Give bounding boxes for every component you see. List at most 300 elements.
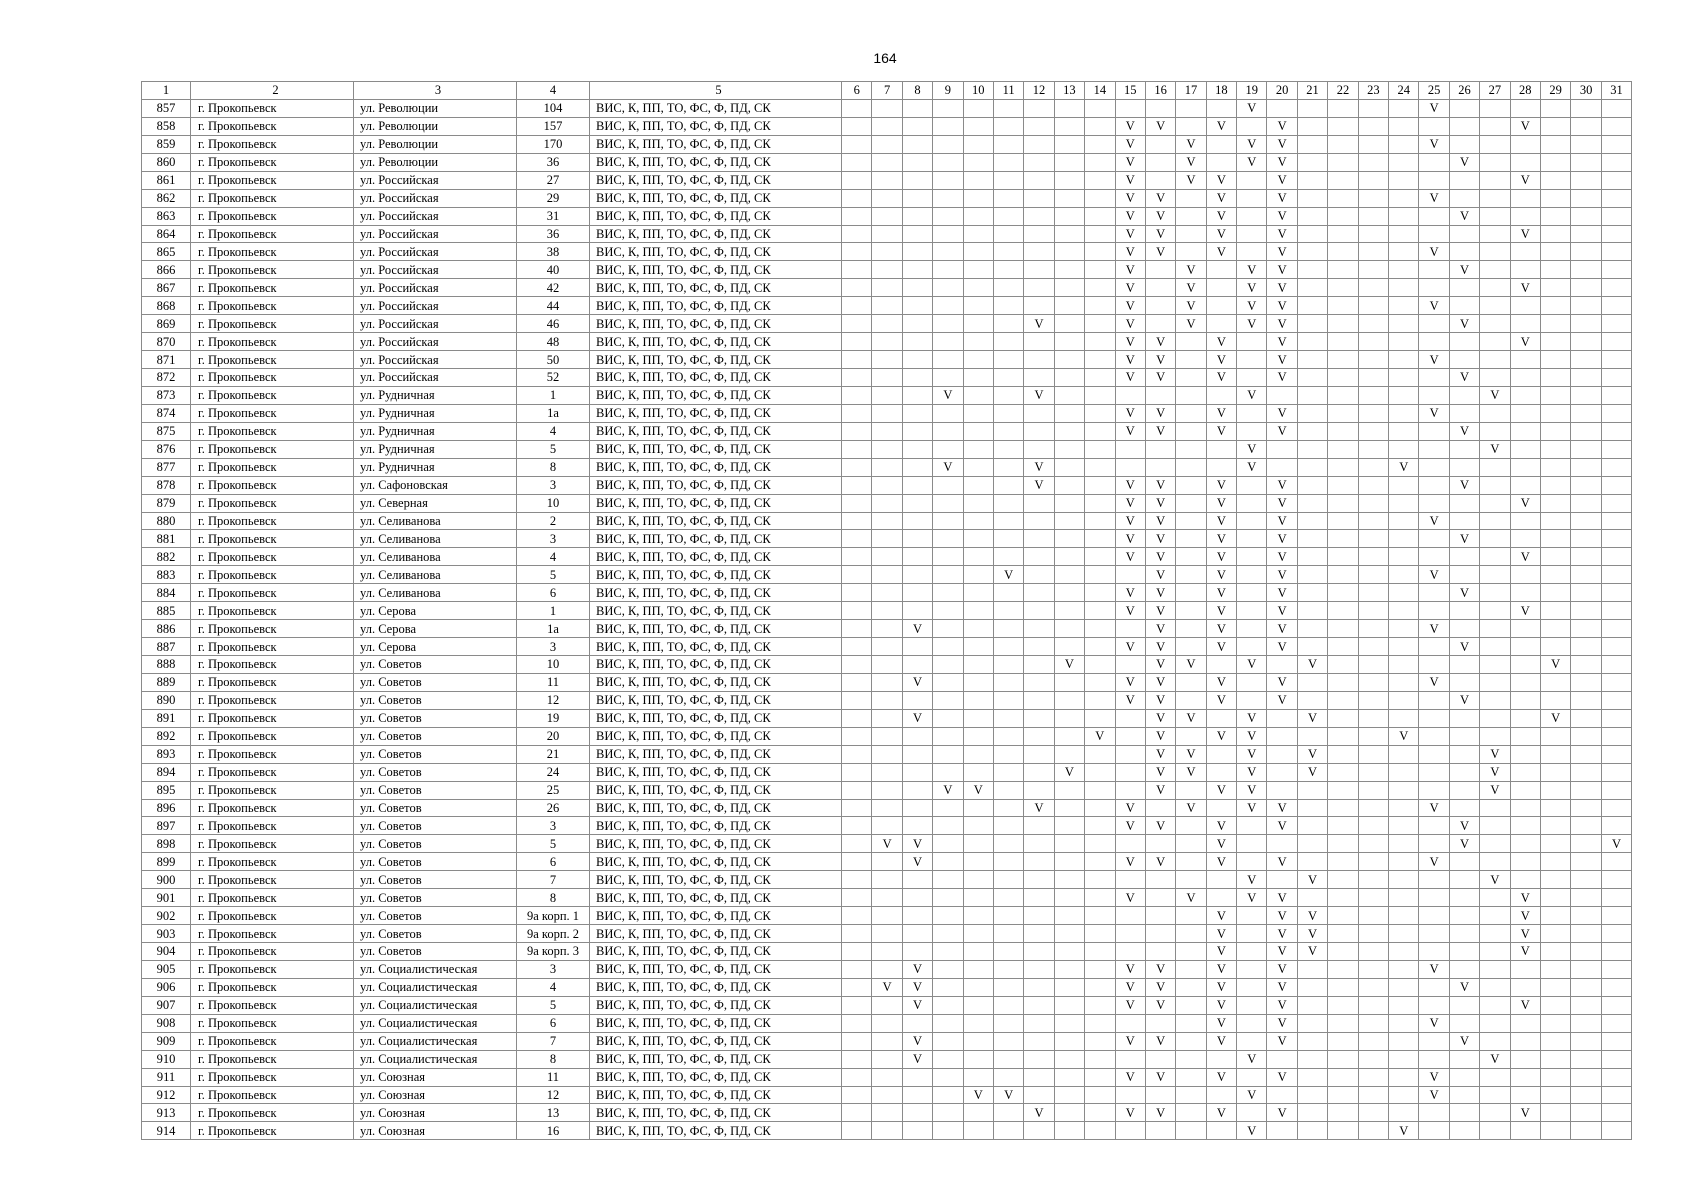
check-mark: V <box>1145 1032 1175 1050</box>
month-cell <box>1328 261 1358 279</box>
house-cell: 24 <box>517 763 590 781</box>
month-cell <box>993 422 1023 440</box>
check-mark: V <box>1449 422 1479 440</box>
month-cell <box>842 835 872 853</box>
month-cell <box>1480 548 1510 566</box>
check-mark: V <box>1267 279 1297 297</box>
check-mark: V <box>1267 530 1297 548</box>
check-mark: V <box>1449 261 1479 279</box>
table-row <box>142 530 1632 548</box>
month-cell <box>1480 943 1510 961</box>
month-cell <box>1085 1032 1115 1050</box>
month-cell <box>1024 709 1054 727</box>
month-cell <box>933 871 963 889</box>
table-row <box>142 189 1632 207</box>
month-cell <box>1419 261 1449 279</box>
table-row <box>142 99 1632 117</box>
table-row <box>142 781 1632 799</box>
month-cell <box>1054 333 1084 351</box>
month-cell <box>1480 333 1510 351</box>
city-cell: г. Прокопьевск <box>191 1122 354 1140</box>
check-mark: V <box>1419 673 1449 691</box>
month-cell <box>1480 799 1510 817</box>
row-number-cell: 909 <box>142 1032 191 1050</box>
month-cell <box>1237 530 1267 548</box>
month-cell <box>1601 548 1631 566</box>
month-cell <box>1571 494 1601 512</box>
house-cell: 3 <box>517 817 590 835</box>
month-cell <box>1297 1086 1327 1104</box>
street-cell: ул. Советов <box>354 781 517 799</box>
house-cell: 9а корп. 2 <box>517 925 590 943</box>
month-cell <box>1480 351 1510 369</box>
house-cell: 21 <box>517 745 590 763</box>
month-cell <box>1085 458 1115 476</box>
check-mark: V <box>1115 673 1145 691</box>
check-mark: V <box>1267 925 1297 943</box>
header-cell: 13 <box>1054 82 1084 100</box>
month-cell <box>1297 171 1327 189</box>
month-cell <box>1358 781 1388 799</box>
check-mark: V <box>1297 925 1327 943</box>
month-cell <box>1328 297 1358 315</box>
row-number-cell: 899 <box>142 853 191 871</box>
row-number-cell: 865 <box>142 243 191 261</box>
month-cell <box>1267 1122 1297 1140</box>
month-cell <box>1510 422 1540 440</box>
month-cell <box>1176 960 1206 978</box>
month-cell <box>872 494 902 512</box>
month-cell <box>1449 99 1479 117</box>
month-cell <box>1328 673 1358 691</box>
month-cell <box>1085 996 1115 1014</box>
month-cell <box>1358 386 1388 404</box>
month-cell <box>933 135 963 153</box>
street-cell: ул. Рудничная <box>354 386 517 404</box>
month-cell <box>1601 584 1631 602</box>
month-cell <box>1024 225 1054 243</box>
month-cell <box>1389 925 1419 943</box>
month-cell <box>1449 566 1479 584</box>
check-mark: V <box>1145 817 1175 835</box>
month-cell <box>1085 889 1115 907</box>
city-cell: г. Прокопьевск <box>191 548 354 566</box>
check-mark: V <box>1510 548 1540 566</box>
check-mark: V <box>1115 351 1145 369</box>
month-cell <box>1419 709 1449 727</box>
table-row <box>142 369 1632 387</box>
month-cell <box>1571 279 1601 297</box>
month-cell <box>1297 817 1327 835</box>
month-cell <box>993 440 1023 458</box>
month-cell <box>1601 656 1631 674</box>
row-number-cell: 912 <box>142 1086 191 1104</box>
house-cell: 104 <box>517 99 590 117</box>
month-cell <box>1328 1068 1358 1086</box>
month-cell <box>1115 943 1145 961</box>
month-cell <box>1540 458 1570 476</box>
check-mark: V <box>1267 799 1297 817</box>
month-cell <box>1358 458 1388 476</box>
check-mark: V <box>1024 386 1054 404</box>
house-cell: 29 <box>517 189 590 207</box>
month-cell <box>1480 404 1510 422</box>
month-cell <box>1419 763 1449 781</box>
check-mark: V <box>1145 422 1175 440</box>
month-cell <box>902 333 932 351</box>
month-cell <box>1176 691 1206 709</box>
month-cell <box>1601 978 1631 996</box>
month-cell <box>1449 907 1479 925</box>
check-mark: V <box>1176 279 1206 297</box>
check-mark: V <box>1267 1068 1297 1086</box>
street-cell: ул. Советов <box>354 691 517 709</box>
month-cell <box>1024 602 1054 620</box>
month-cell <box>842 530 872 548</box>
check-mark: V <box>1206 566 1236 584</box>
month-cell <box>933 656 963 674</box>
month-cell <box>1389 1068 1419 1086</box>
month-cell <box>1540 404 1570 422</box>
check-mark: V <box>1540 656 1570 674</box>
month-cell <box>933 925 963 943</box>
month-cell <box>1176 943 1206 961</box>
works-cell: ВИС, К, ПП, ТО, ФС, Ф, ПД, СК <box>590 745 842 763</box>
check-mark: V <box>1206 1104 1236 1122</box>
house-cell: 8 <box>517 889 590 907</box>
check-mark: V <box>1206 835 1236 853</box>
street-cell: ул. Российская <box>354 333 517 351</box>
check-mark: V <box>1267 494 1297 512</box>
month-cell <box>1449 943 1479 961</box>
street-cell: ул. Селиванова <box>354 566 517 584</box>
city-cell: г. Прокопьевск <box>191 1086 354 1104</box>
month-cell <box>963 548 993 566</box>
month-cell <box>1054 727 1084 745</box>
check-mark: V <box>1297 709 1327 727</box>
check-mark: V <box>1206 404 1236 422</box>
check-mark: V <box>1145 620 1175 638</box>
month-cell <box>1176 225 1206 243</box>
table-row <box>142 1014 1632 1032</box>
month-cell <box>1054 709 1084 727</box>
month-cell <box>1054 512 1084 530</box>
check-mark: V <box>1267 315 1297 333</box>
check-mark: V <box>1145 243 1175 261</box>
month-cell <box>1358 763 1388 781</box>
city-cell: г. Прокопьевск <box>191 243 354 261</box>
month-cell <box>1328 458 1358 476</box>
check-mark: V <box>1419 297 1449 315</box>
city-cell: г. Прокопьевск <box>191 207 354 225</box>
month-cell <box>1358 620 1388 638</box>
month-cell <box>1571 1122 1601 1140</box>
month-cell <box>1085 243 1115 261</box>
row-number-cell: 868 <box>142 297 191 315</box>
month-cell <box>1206 709 1236 727</box>
month-cell <box>1449 117 1479 135</box>
month-cell <box>1540 960 1570 978</box>
month-cell <box>1297 673 1327 691</box>
works-cell: ВИС, К, ПП, ТО, ФС, Ф, ПД, СК <box>590 171 842 189</box>
month-cell <box>1419 907 1449 925</box>
month-cell <box>1176 99 1206 117</box>
month-cell <box>1510 153 1540 171</box>
month-cell <box>1237 1014 1267 1032</box>
city-cell: г. Прокопьевск <box>191 656 354 674</box>
check-mark: V <box>1419 1014 1449 1032</box>
month-cell <box>1389 135 1419 153</box>
month-cell <box>1449 745 1479 763</box>
house-cell: 4 <box>517 422 590 440</box>
street-cell: ул. Советов <box>354 835 517 853</box>
city-cell: г. Прокопьевск <box>191 1104 354 1122</box>
check-mark: V <box>1419 243 1449 261</box>
check-mark: V <box>1267 297 1297 315</box>
month-cell <box>933 996 963 1014</box>
month-cell <box>1054 404 1084 422</box>
month-cell <box>1085 261 1115 279</box>
check-mark: V <box>1449 369 1479 387</box>
month-cell <box>1115 458 1145 476</box>
month-cell <box>1540 1050 1570 1068</box>
city-cell: г. Прокопьевск <box>191 602 354 620</box>
check-mark: V <box>1267 512 1297 530</box>
month-cell <box>1540 440 1570 458</box>
row-number-cell: 866 <box>142 261 191 279</box>
header-cell: 10 <box>963 82 993 100</box>
month-cell <box>1024 207 1054 225</box>
month-cell <box>993 135 1023 153</box>
month-cell <box>842 602 872 620</box>
month-cell <box>842 1032 872 1050</box>
month-cell <box>1601 99 1631 117</box>
month-cell <box>933 476 963 494</box>
month-cell <box>1540 602 1570 620</box>
month-cell <box>1024 566 1054 584</box>
month-cell <box>1510 512 1540 530</box>
month-cell <box>1206 656 1236 674</box>
month-cell <box>1449 297 1479 315</box>
month-cell <box>902 386 932 404</box>
month-cell <box>1358 369 1388 387</box>
check-mark: V <box>1267 817 1297 835</box>
month-cell <box>1267 871 1297 889</box>
month-cell <box>902 602 932 620</box>
month-cell <box>1540 871 1570 889</box>
month-cell <box>1389 709 1419 727</box>
month-cell <box>1206 440 1236 458</box>
month-cell <box>1054 369 1084 387</box>
month-cell <box>1449 889 1479 907</box>
header-cell: 8 <box>902 82 932 100</box>
month-cell <box>1358 978 1388 996</box>
house-cell: 7 <box>517 871 590 889</box>
check-mark: V <box>1024 315 1054 333</box>
month-cell <box>1419 889 1449 907</box>
month-cell <box>1358 1068 1388 1086</box>
check-mark: V <box>1206 602 1236 620</box>
month-cell <box>993 207 1023 225</box>
house-cell: 16 <box>517 1122 590 1140</box>
month-cell <box>1540 907 1570 925</box>
house-cell: 26 <box>517 799 590 817</box>
check-mark: V <box>1145 494 1175 512</box>
month-cell <box>1297 1050 1327 1068</box>
month-cell <box>1297 422 1327 440</box>
month-cell <box>1449 189 1479 207</box>
month-cell <box>1480 279 1510 297</box>
month-cell <box>1389 171 1419 189</box>
month-cell <box>1358 871 1388 889</box>
header-cell: 26 <box>1449 82 1479 100</box>
month-cell <box>1206 1122 1236 1140</box>
month-cell <box>1328 691 1358 709</box>
table-row <box>142 261 1632 279</box>
check-mark: V <box>1267 422 1297 440</box>
month-cell <box>1389 763 1419 781</box>
works-cell: ВИС, К, ПП, ТО, ФС, Ф, ПД, СК <box>590 889 842 907</box>
month-cell <box>1571 709 1601 727</box>
check-mark: V <box>1419 1068 1449 1086</box>
check-mark: V <box>1237 745 1267 763</box>
house-cell: 1 <box>517 386 590 404</box>
month-cell <box>1145 907 1175 925</box>
month-cell <box>1389 691 1419 709</box>
works-cell: ВИС, К, ПП, ТО, ФС, Ф, ПД, СК <box>590 709 842 727</box>
month-cell <box>872 656 902 674</box>
month-cell <box>1267 458 1297 476</box>
month-cell <box>993 763 1023 781</box>
check-mark: V <box>1145 960 1175 978</box>
month-cell <box>1449 171 1479 189</box>
month-cell <box>1024 117 1054 135</box>
month-cell <box>1419 602 1449 620</box>
check-mark: V <box>1449 315 1479 333</box>
check-mark: V <box>1145 1104 1175 1122</box>
check-mark: V <box>1206 1068 1236 1086</box>
month-cell <box>993 638 1023 656</box>
month-cell <box>1176 673 1206 691</box>
check-mark: V <box>1206 548 1236 566</box>
header-cell: 4 <box>517 82 590 100</box>
month-cell <box>1328 835 1358 853</box>
month-cell <box>842 494 872 512</box>
month-cell <box>1085 1014 1115 1032</box>
check-mark: V <box>1206 727 1236 745</box>
month-cell <box>963 243 993 261</box>
month-cell <box>1389 960 1419 978</box>
check-mark: V <box>1267 889 1297 907</box>
check-mark: V <box>872 835 902 853</box>
month-cell <box>1540 261 1570 279</box>
month-cell <box>842 476 872 494</box>
month-cell <box>842 386 872 404</box>
month-cell <box>1480 153 1510 171</box>
month-cell <box>1054 1086 1084 1104</box>
month-cell <box>1115 440 1145 458</box>
month-cell <box>933 440 963 458</box>
month-cell <box>1601 799 1631 817</box>
check-mark: V <box>1206 925 1236 943</box>
month-cell <box>842 745 872 763</box>
check-mark: V <box>1510 279 1540 297</box>
month-cell <box>1024 422 1054 440</box>
month-cell <box>1389 530 1419 548</box>
month-cell <box>1206 1086 1236 1104</box>
month-cell <box>1571 315 1601 333</box>
check-mark: V <box>1054 763 1084 781</box>
month-cell <box>1540 691 1570 709</box>
month-cell <box>933 189 963 207</box>
month-cell <box>963 207 993 225</box>
month-cell <box>1145 279 1175 297</box>
row-number-cell: 870 <box>142 333 191 351</box>
month-cell <box>993 835 1023 853</box>
month-cell <box>1085 548 1115 566</box>
month-cell <box>872 512 902 530</box>
city-cell: г. Прокопьевск <box>191 494 354 512</box>
month-cell <box>1237 817 1267 835</box>
month-cell <box>1571 1014 1601 1032</box>
month-cell <box>1601 889 1631 907</box>
month-cell <box>1297 135 1327 153</box>
house-cell: 3 <box>517 530 590 548</box>
month-cell <box>993 476 1023 494</box>
works-cell: ВИС, К, ПП, ТО, ФС, Ф, ПД, СК <box>590 1050 842 1068</box>
table-row <box>142 763 1632 781</box>
month-cell <box>933 960 963 978</box>
check-mark: V <box>1206 171 1236 189</box>
month-cell <box>1449 709 1479 727</box>
city-cell: г. Прокопьевск <box>191 261 354 279</box>
month-cell <box>1115 1122 1145 1140</box>
month-cell <box>1358 907 1388 925</box>
header-cell: 24 <box>1389 82 1419 100</box>
month-cell <box>1297 440 1327 458</box>
month-cell <box>1510 351 1540 369</box>
month-cell <box>1389 315 1419 333</box>
month-cell <box>963 153 993 171</box>
month-cell <box>1297 602 1327 620</box>
month-cell <box>1480 315 1510 333</box>
month-cell <box>1297 799 1327 817</box>
city-cell: г. Прокопьевск <box>191 458 354 476</box>
row-number-cell: 906 <box>142 978 191 996</box>
month-cell <box>1267 781 1297 799</box>
city-cell: г. Прокопьевск <box>191 440 354 458</box>
check-mark: V <box>1297 871 1327 889</box>
city-cell: г. Прокопьевск <box>191 763 354 781</box>
month-cell <box>1085 207 1115 225</box>
works-cell: ВИС, К, ПП, ТО, ФС, Ф, ПД, СК <box>590 727 842 745</box>
check-mark: V <box>1024 458 1054 476</box>
month-cell <box>1510 135 1540 153</box>
street-cell: ул. Социалистическая <box>354 1014 517 1032</box>
works-cell: ВИС, К, ПП, ТО, ФС, Ф, ПД, СК <box>590 189 842 207</box>
check-mark: V <box>902 835 932 853</box>
month-cell <box>842 889 872 907</box>
check-mark: V <box>1115 117 1145 135</box>
month-cell <box>963 476 993 494</box>
month-cell <box>1449 404 1479 422</box>
month-cell <box>1510 727 1540 745</box>
month-cell <box>1085 189 1115 207</box>
month-cell <box>1176 907 1206 925</box>
month-cell <box>1085 225 1115 243</box>
month-cell <box>1024 943 1054 961</box>
check-mark: V <box>1237 99 1267 117</box>
